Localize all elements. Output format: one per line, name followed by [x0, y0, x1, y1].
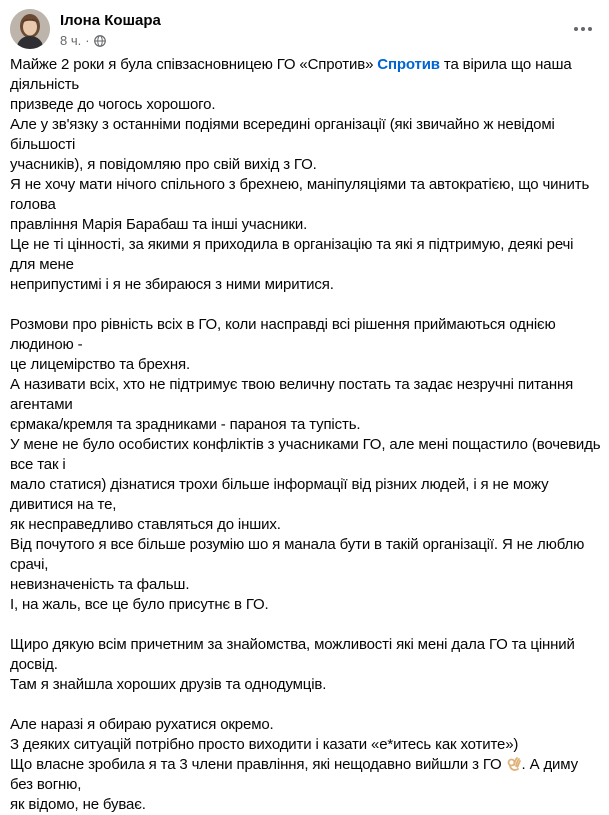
text-segment: Що власне зробила я та 3 члени правління, які нещодавно вийшли з ГО — [10, 756, 506, 773]
text-line: Щиро дякую всім причетним за знайомства, можливості які мені дала ГО та цінний досвід. — [10, 636, 575, 673]
text-line: неприпустимі і я не збираюся з ними миритися. — [10, 276, 334, 293]
text-line: це лицемірство та брехня. — [10, 356, 190, 373]
text-line — [10, 755, 602, 795]
paragraph-2 — [10, 315, 602, 615]
text-line: невизначеність та фальш. — [10, 576, 190, 593]
text-line: Але наразі я обираю рухатися окремо. — [10, 716, 274, 733]
text-line: Від почутого я все більше розумію шо я манала бути в такій організації. Я не люблю срачі, — [10, 536, 585, 573]
meta-separator: · — [85, 33, 90, 48]
post-text — [10, 55, 602, 815]
ok-hand-emoji-icon — [506, 756, 522, 772]
text-segment: та вірила що наша діяльність — [10, 56, 572, 93]
text-line: як несправедливо ставляться до інших. — [10, 516, 281, 533]
text-line: призведе до чогось хорошого. — [10, 96, 216, 113]
author-name[interactable]: Ілона Кошара — [60, 12, 161, 29]
text-line: Там я знайшла хороших друзів та однодумців. — [10, 676, 327, 693]
text-segment: Майже 2 роки я була співзасновницею ГО «Спротив» — [10, 56, 378, 73]
avatar-photo-icon — [10, 9, 50, 49]
globe-icon[interactable] — [94, 35, 106, 47]
text-line: І, на жаль, все це було присутнє в ГО. — [10, 596, 269, 613]
text-line: як відомо, не буває. — [10, 796, 146, 813]
text-line: Розмови про рівність всіх в ГО, коли насправді всі рішення приймаються однією людиною - — [10, 316, 556, 353]
text-line: З деяких ситуацій потрібно просто виходити і казати «е*итесь как хотите») — [10, 736, 519, 753]
mention-link[interactable]: Спротив — [377, 56, 440, 73]
text-line: Я не хочу мати нічого спільного з брехнею, маніпуляціями та автократією, що чинить голова — [10, 176, 590, 213]
text-line: учасників), я повідомляю про свій вихід з ГО. — [10, 156, 317, 173]
text-line: У мене не було особистих конфліктів з учасниками ГО, але мені пощастило (вочевидь все так і — [10, 436, 601, 473]
text-line: мало статися) дізнатися трохи більше інформації від різних людей, і я не можу дивитися на те, — [10, 476, 549, 513]
paragraph-4 — [10, 715, 602, 815]
avatar[interactable] — [10, 9, 50, 49]
post-header — [10, 9, 599, 49]
text-line — [10, 55, 602, 95]
text-segment: . А диму без вогню, — [10, 756, 578, 793]
more-options-icon[interactable] — [571, 19, 595, 39]
paragraph-3 — [10, 635, 602, 695]
post-meta — [60, 33, 106, 48]
post-time[interactable]: 8 ч. — [60, 33, 82, 48]
text-line: Це не ті цінності, за якими я приходила в організацію та які я підтримую, деякі речі для мене — [10, 236, 574, 273]
paragraph-1 — [10, 55, 602, 295]
text-line: А називати всіх, хто не підтримує твою величну постать та задає незручні питання агентами — [10, 376, 574, 413]
text-line: правління Марія Барабаш та інші учасники. — [10, 216, 308, 233]
text-line: Але у зв'язку з останніми подіями всередині організації (які звичайно ж невідомі більшості — [10, 116, 555, 153]
text-line: єрмака/кремля та зрадниками - параноя та тупість. — [10, 416, 361, 433]
